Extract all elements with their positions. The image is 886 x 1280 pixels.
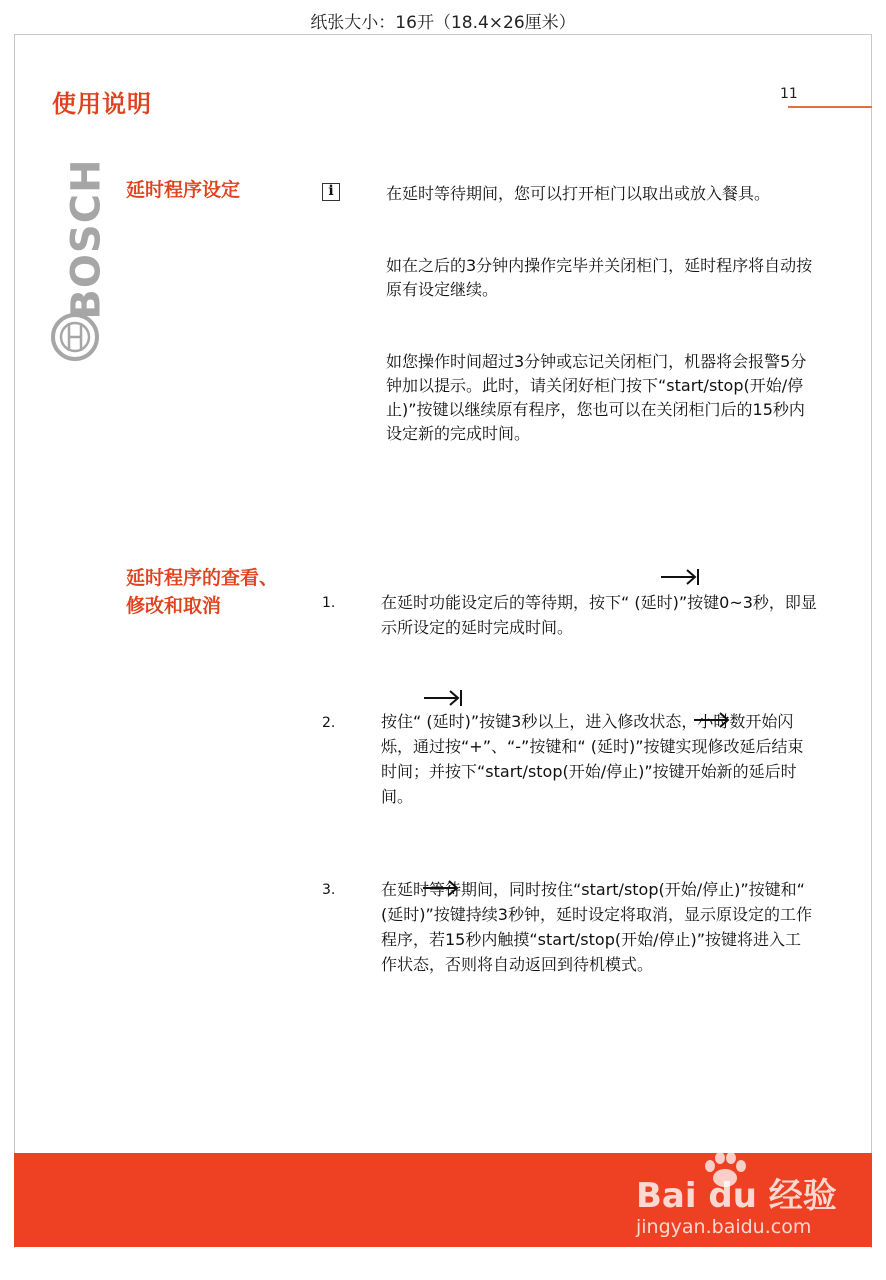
page-number: 11 (780, 86, 798, 102)
list-text: 在延时功能设定后的等待期，按下“ (延时)”按键0~3秒，即显示所设定的延时完成时间。 (381, 593, 817, 637)
info-icon: i (322, 183, 340, 201)
delay-arrow-icon (424, 688, 464, 708)
watermark-url: jingyan.baidu.com (636, 1216, 812, 1238)
list-number: 2. (322, 715, 336, 731)
paragraph-alarm: 如您操作时间超过3分钟或忘记关闭柜门，机器将会报警5分钟加以提示。此时，请关闭好柜门按下“start/stop(开始/停止)”按键以继续原有程序，您也可以在关闭柜门后的15秒内设定新的完成时间。 (386, 352, 807, 443)
section-heading-view-modify-cancel (126, 564, 278, 620)
delay-arrow-icon (694, 710, 734, 730)
brand-logo (46, 158, 116, 320)
delay-arrow-icon (423, 878, 463, 898)
delay-arrow-icon (661, 567, 701, 587)
brand-wordmark: BOSCH (63, 158, 110, 320)
page-title: 使用说明 (52, 90, 152, 118)
bosch-emblem-icon (50, 312, 100, 362)
section-heading-delay-setting: 延时程序设定 (126, 179, 241, 201)
paragraph-open-door: 在延时等待期间，您可以打开柜门以取出或放入餐具。 (386, 184, 771, 203)
section-heading-line1: 延时程序的查看、 (126, 567, 279, 589)
watermark (636, 1150, 856, 1250)
list-text: 在延时等待期间，同时按住“start/stop(开始/停止)”按键和“ (延时)”按键持续3秒钟，延时设定将取消，显示原设定的工作程序，若15秒内触摸“start/stop(开始/停止)”按键将进入工作状态，否则将自动返回到待机模式。 (381, 880, 812, 974)
page-number-rule (788, 106, 872, 108)
paragraph-close-within: 如在之后的3分钟内操作完毕并关闭柜门，延时程序将自动按原有设定继续。 (386, 256, 813, 299)
paper-size-label: 纸张大小：16开（18.4×26厘米） (310, 13, 576, 33)
list-number: 3. (322, 882, 336, 898)
page-frame (14, 34, 872, 1248)
list-number: 1. (322, 595, 336, 611)
list-text: 按住“ (延时)”按键3秒以上，进入修改状态，小时数开始闪烁，通过按“+”、“-”按键和“ (延时)”按键实现修改延后结束时间；并按下“start/stop(开始/停止)”按键开始新的延后时间。 (381, 712, 804, 806)
section-heading-line2: 修改和取消 (126, 595, 222, 617)
watermark-brand: Bai du 经验 (636, 1176, 837, 1216)
